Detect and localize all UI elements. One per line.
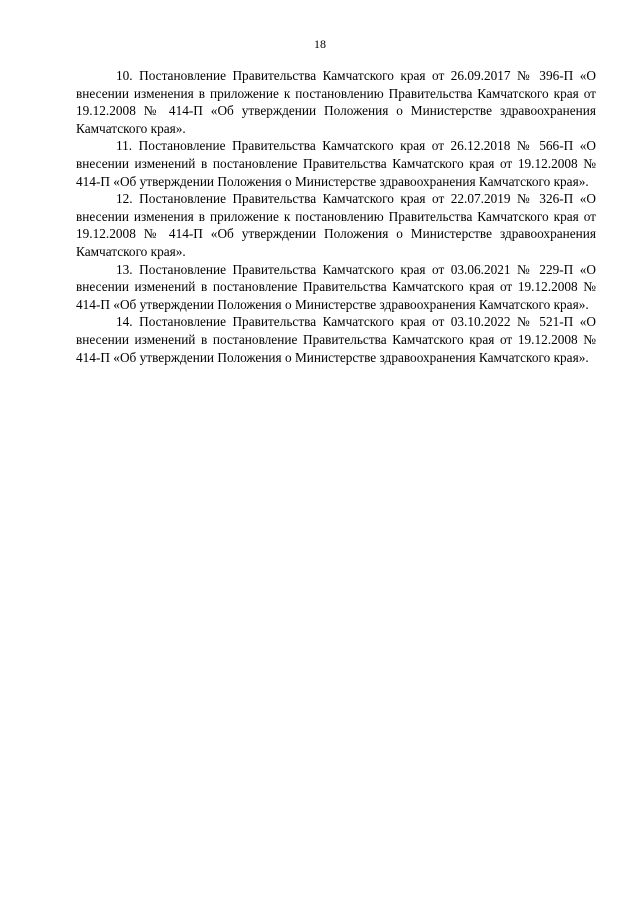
list-item — [76, 137, 596, 190]
list-item — [76, 67, 596, 137]
item-number: 12. — [116, 191, 133, 207]
item-number: 14. — [116, 314, 133, 330]
item-number: 11. — [116, 138, 133, 154]
item-text: Постановление Правительства Камчатского края от 03.10.2022 № 521-П «О внесении изменений в постановление Правительства Камчатского края от 19.12.2008 № 414-П «Об утверждении Положения о Министерстве здравоохранения Камчатского края». — [76, 314, 596, 365]
item-text: Постановление Правительства Камчатского края от 22.07.2019 № 326-П «О внесении изменения в приложение к постановлению Правительства Камчатского края от 19.12.2008 № 414-П «Об утверждении Положения о Министерстве здравоохранения Камчатского края». — [76, 191, 596, 259]
document-body — [76, 67, 596, 366]
item-text: Постановление Правительства Камчатского края от 03.06.2021 № 229-П «О внесении изменений в постановление Правительства Камчатского края от 19.12.2008 № 414-П «Об утверждении Положения о Министерстве здравоохранения Камчатского края». — [76, 261, 596, 312]
item-number: 10. — [116, 68, 133, 83]
list-item — [76, 313, 596, 366]
item-text: Постановление Правительства Камчатского края от 26.09.2017 № 396-П «О внесении изменения в приложение к постановлению Правительства Камчатского края от 19.12.2008 № 414-П «Об утверждении Положения о Министерстве здравоохранения Камчатского края». — [76, 68, 596, 136]
list-item — [76, 261, 596, 314]
item-text: Постановление Правительства Камчатского края от 26.12.2018 № 566-П «О внесении изменений в постановление Правительства Камчатского края от 19.12.2008 № 414-П «Об утверждении Положения о Министерстве здравоохранения Камчатского края». — [76, 138, 596, 189]
page-number: 18 — [314, 37, 326, 51]
item-number: 13. — [116, 261, 133, 277]
list-item — [76, 190, 596, 260]
